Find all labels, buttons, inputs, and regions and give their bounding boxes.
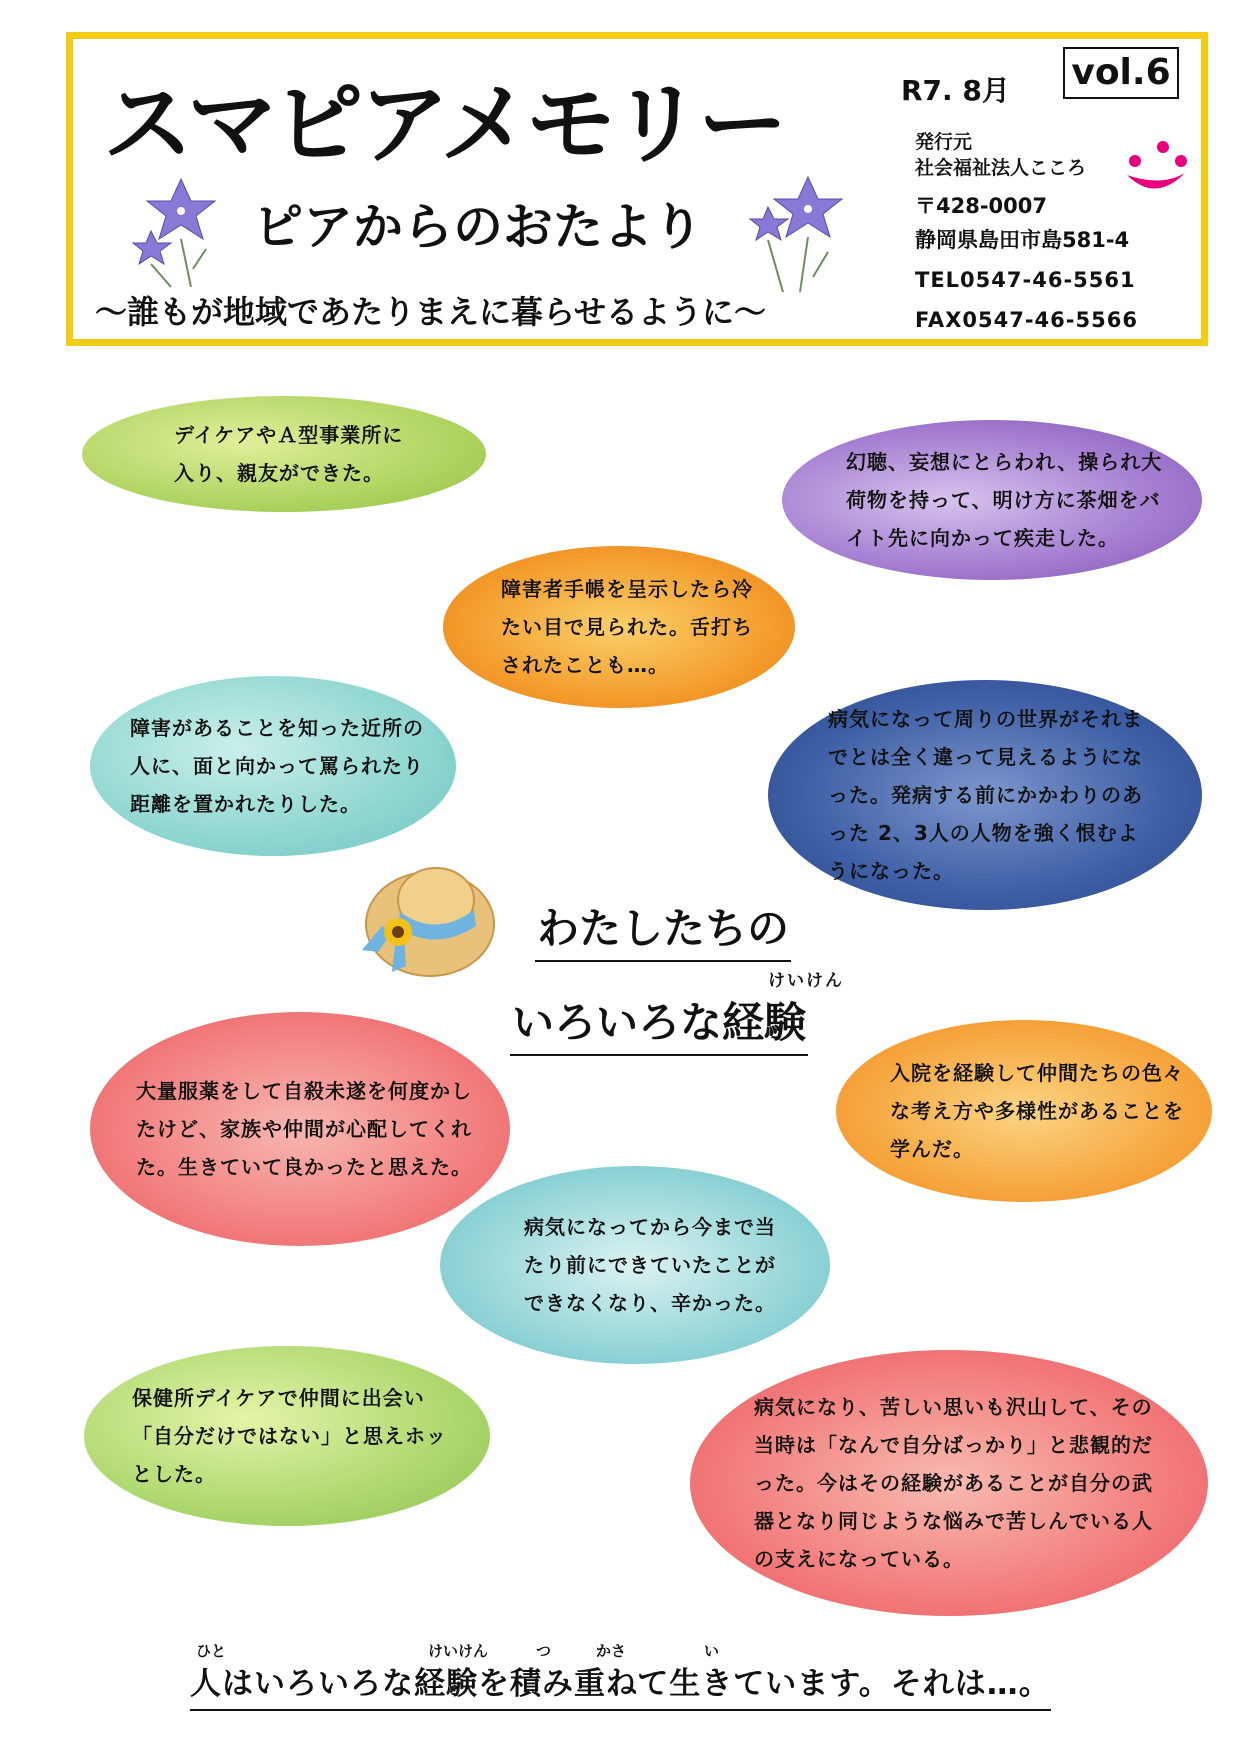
bubble-text-3: 障害者手帳を呈示したら冷たい目で見られた。舌打ちされたことも…。	[501, 577, 753, 677]
footer-ruby-tsu: つ	[536, 1642, 552, 1660]
bubble-text-8: 病気になってから今まで当たり前にできていたことができなくなり、辛かった。	[524, 1215, 776, 1315]
tel-number: TEL0547-46-5561	[915, 268, 1136, 292]
experience-bubble-4	[90, 676, 456, 856]
issue-date: R7. 8月	[901, 74, 1010, 107]
experience-bubble-9	[84, 1346, 490, 1526]
volume-badge: vol.6	[1063, 47, 1179, 99]
fax-number: FAX0547-46-5566	[915, 308, 1138, 332]
address: 静岡県島田市島581-4	[915, 228, 1130, 252]
header-box	[66, 32, 1208, 346]
experience-bubble-10	[690, 1350, 1208, 1616]
footer-ruby-kasa: かさ	[596, 1642, 627, 1660]
footer-ruby-hito: ひと	[196, 1642, 227, 1660]
newsletter-subtitle: ピアからのおたより	[253, 198, 703, 256]
experience-bubble-3	[443, 546, 795, 708]
experience-bubble-1	[82, 396, 486, 512]
newsletter-tagline: ～誰もが地域であたりまえに暮らせるように～	[95, 293, 767, 331]
bubble-text-5: 病気になって周りの世界がそれまでとは全く違って見えるようになった。発病する前にかかわりのあった 2、3人の人物を強く恨むようになった。	[828, 707, 1143, 883]
experience-bubble-5	[768, 680, 1202, 910]
postal-code: 〒428-0007	[915, 194, 1047, 218]
bubble-text-10: 病気になり、苦しい思いも沢山して、その当時は「なんで自分ばっかり」と悲観的だった。今はその経験があることが自分の武器となり同じような悩みで苦しんでいる人の支えになっている。	[754, 1395, 1153, 1571]
footer-message: 人はいろいろな経験を積み重ねて生きています。それは…。	[190, 1658, 1051, 1711]
footer-ruby-i: い	[704, 1642, 720, 1660]
straw-hat-icon	[352, 840, 512, 990]
bubble-text-7: 入院を経験して仲間たちの色々な考え方や多様性があることを学んだ。	[890, 1061, 1184, 1161]
newsletter-title: スマピアメモリー	[103, 72, 784, 177]
bubble-text-1: デイケアやＡ型事業所に入り、親友ができた。	[174, 423, 404, 485]
experience-bubble-7	[836, 1020, 1212, 1202]
experience-bubble-6	[90, 1012, 510, 1246]
bubble-text-4: 障害があることを知った近所の人に、面と向かって罵られたり距離を置かれたりした。	[130, 716, 424, 816]
section-heading-line1: わたしたちの	[535, 896, 791, 962]
footer-ruby-keiken: けいけん	[428, 1642, 489, 1660]
section-heading-line2: いろいろな経験	[510, 990, 808, 1056]
section-heading-ruby: けいけん	[768, 971, 844, 991]
kokoro-logo-icon	[1121, 139, 1191, 199]
experience-bubble-2	[782, 420, 1202, 580]
bellflower-right-icon	[738, 157, 858, 297]
publisher-name: 社会福祉法人こころ	[915, 157, 1087, 179]
publisher-label: 発行元	[915, 131, 973, 153]
bubble-text-2: 幻聴、妄想にとらわれ、操られ大荷物を持って、明け方に茶畑をバイト先に向かって疾走した。	[846, 450, 1163, 550]
bubble-text-6: 大量服薬をして自殺未遂を何度かしたけど、家族や仲間が心配してくれた。生きていて良かったと思えた。	[136, 1079, 472, 1179]
bellflower-left-icon	[131, 159, 251, 289]
experience-bubble-8	[440, 1166, 830, 1364]
bubble-text-9: 保健所デイケアで仲間に出会い「自分だけではない」と思えホッとした。	[132, 1386, 447, 1486]
